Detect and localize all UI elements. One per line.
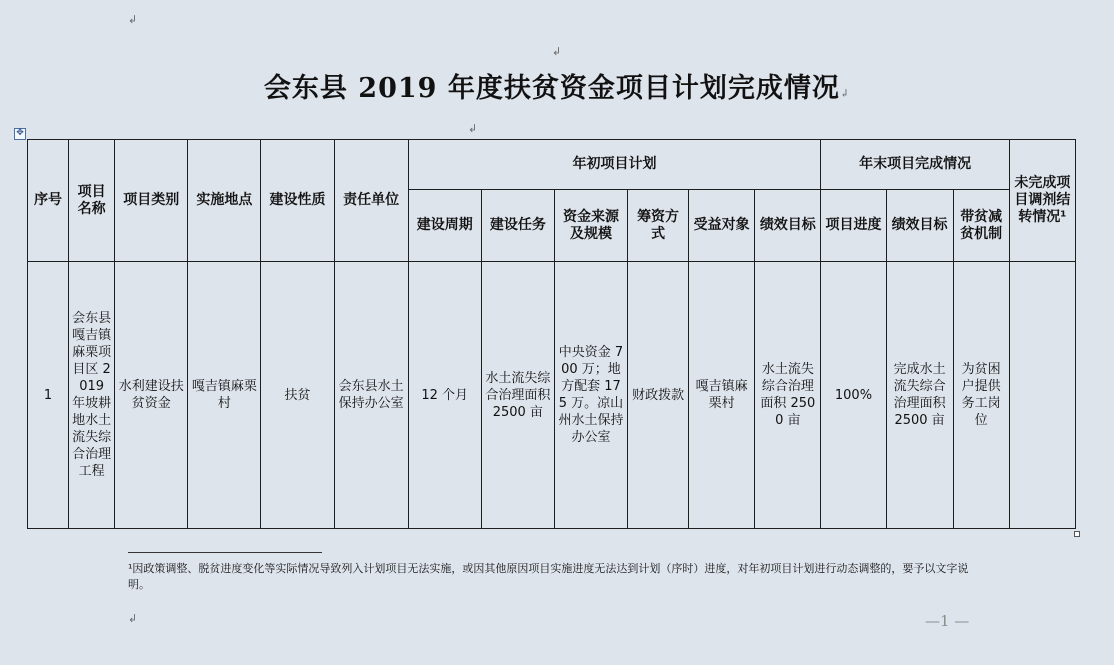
cell-name: 会东县嘎吉镇麻栗项目区 2019 年坡耕地水土流失综合治理工程 — [69, 262, 115, 529]
cell-progress: 100% — [821, 262, 886, 529]
cell-beneficiary: 嘎吉镇麻栗村 — [689, 262, 755, 529]
header-name: 项目名称 — [69, 140, 115, 262]
paragraph-mark: ↲ — [128, 13, 138, 26]
cell-method: 财政拨款 — [628, 262, 689, 529]
footnote-separator — [128, 552, 322, 553]
header-beneficiary: 受益对象 — [689, 190, 755, 262]
table-move-handle-icon[interactable]: ✥ — [14, 128, 26, 140]
paragraph-mark: ↲ — [128, 612, 138, 625]
header-funds: 资金来源及规模 — [554, 190, 627, 262]
header-seq: 序号 — [28, 140, 69, 262]
header-period: 建设周期 — [408, 190, 481, 262]
title-text: 会东县 2019 年度扶贫资金项目计划完成情况 — [263, 73, 840, 104]
table-resize-handle[interactable] — [1074, 531, 1080, 537]
cell-perf: 完成水土流失综合治理面积 2500 亩 — [886, 262, 953, 529]
header-location: 实施地点 — [188, 140, 261, 262]
header-unfinished: 未完成项目调剂结转情况¹ — [1009, 140, 1075, 262]
cell-period: 12 个月 — [408, 262, 481, 529]
cell-seq: 1 — [28, 262, 69, 529]
cell-nature: 扶贫 — [261, 262, 334, 529]
header-unit: 责任单位 — [334, 140, 408, 262]
paragraph-mark: ↲ — [839, 87, 851, 100]
header-nature: 建设性质 — [261, 140, 334, 262]
header-done-group: 年末项目完成情况 — [821, 140, 1009, 190]
cell-funds: 中央资金 700 万；地方配套 175 万。凉山州水土保持办公室 — [554, 262, 627, 529]
cell-unfinished — [1009, 262, 1075, 529]
page-title — [0, 66, 1114, 105]
paragraph-mark: ↲ — [552, 45, 562, 58]
cell-goal: 水土流失综合治理面积 2500 亩 — [755, 262, 821, 529]
page-number: —1 — — [925, 612, 970, 630]
header-method: 筹资方式 — [628, 190, 689, 262]
header-plan-group: 年初项目计划 — [408, 140, 821, 190]
header-mechanism: 带贫减贫机制 — [953, 190, 1009, 262]
cell-unit: 会东县水土保持办公室 — [334, 262, 408, 529]
footnote: ¹因政策调整、脱贫进度变化等实际情况导致列入计划项目无法实施，或因其他原因项目实施进度无法达到计划（序时）进度，对年初项目计划进行动态调整的，要予以文字说明。 — [128, 562, 969, 591]
cell-location: 嘎吉镇麻栗村 — [188, 262, 261, 529]
header-task: 建设任务 — [481, 190, 554, 262]
header-progress: 项目进度 — [821, 190, 886, 262]
header-perf: 绩效目标 — [886, 190, 953, 262]
header-goal: 绩效目标 — [755, 190, 821, 262]
cell-mechanism: 为贫困户提供务工岗位 — [953, 262, 1009, 529]
cell-category: 水利建设扶贫资金 — [115, 262, 188, 529]
project-table — [27, 139, 1076, 529]
cell-task: 水土流失综合治理面积 2500 亩 — [481, 262, 554, 529]
paragraph-mark: ↲ — [468, 122, 478, 135]
table-row — [28, 262, 1076, 529]
header-category: 项目类别 — [115, 140, 188, 262]
